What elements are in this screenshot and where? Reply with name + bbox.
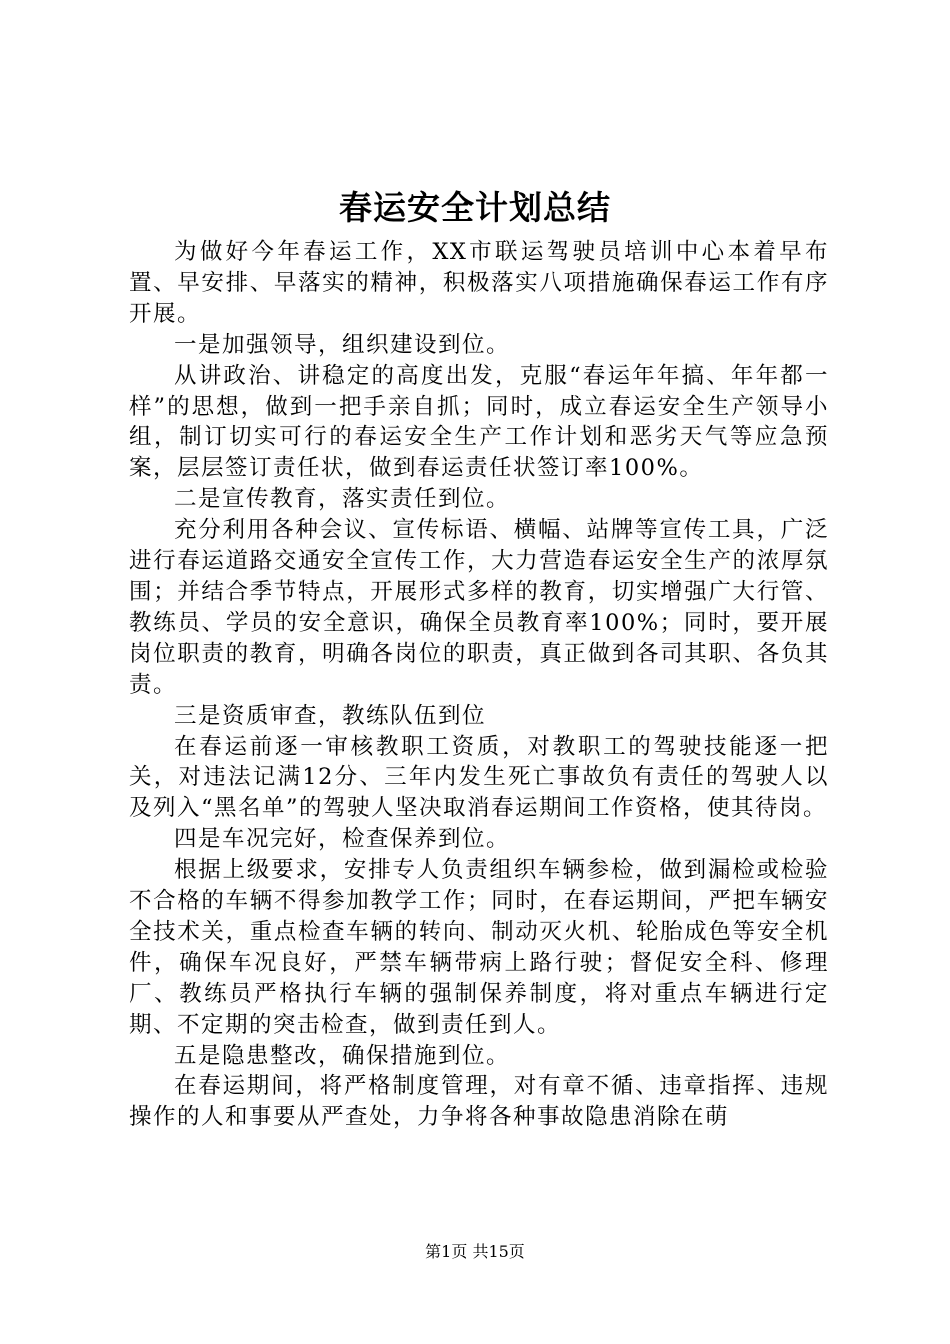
section-heading-1: 一是加强领导，组织建设到位。	[174, 331, 511, 358]
page-number-footer: 第1页 共15页	[425, 1242, 525, 1261]
document-body	[129, 237, 829, 1133]
paragraph-intro: 为做好今年春运工作，XX市联运驾驶员培训中心本着早布置、早安排、早落实的精神，积极落实八项措施确保春运工作有序开展。	[129, 239, 829, 327]
paragraph-2: 充分利用各种会议、宣传标语、横幅、站牌等宣传工具，广泛进行春运道路交通安全宣传工作，大力营造春运安全生产的浓厚氛围；并结合季节特点，开展形式多样的教育，切实增强广大行管、教练员、学员的安全意识，确保全员教育率100%；同时，要开展岗位职责的教育，明确各岗位的职责，真正做到各司其职、各负其责。	[129, 517, 829, 698]
section-heading-3: 三是资质审查，教练队伍到位	[174, 702, 487, 729]
section-heading-4: 四是车况完好，检查保养到位。	[174, 826, 511, 853]
section-heading-5: 五是隐患整改，确保措施到位。	[174, 1042, 511, 1069]
paragraph-5: 在春运期间，将严格制度管理，对有章不循、违章指挥、违规操作的人和事要从严查处，力争将各种事故隐患消除在萌	[129, 1073, 829, 1131]
page-title: 春运安全计划总结	[339, 188, 611, 227]
section-heading-2: 二是宣传教育，落实责任到位。	[174, 486, 511, 513]
paragraph-3: 在春运前逐一审核教职工资质，对教职工的驾驶技能逐一把关，对违法记满12分、三年内发生死亡事故负有责任的驾驶人以及列入“黑名单”的驾驶人坚决取消春运期间工作资格，使其待岗。	[129, 733, 829, 822]
paragraph-1: 从讲政治、讲稳定的高度出发，克服“春运年年搞、年年都一样”的思想，做到一把手亲自抓；同时，成立春运安全生产领导小组，制订切实可行的春运安全生产工作计划和恶劣天气等应急预案，层层签订责任状，做到春运责任状签订率100%。	[129, 362, 829, 482]
paragraph-4: 根据上级要求，安排专人负责组织车辆参检，做到漏检或检验不合格的车辆不得参加教学工作；同时，在春运期间，严把车辆安全技术关，重点检查车辆的转向、制动灭火机、轮胎成色等安全机件，确保车况良好，严禁车辆带病上路行驶；督促安全科、修理厂、教练员严格执行车辆的强制保养制度，将对重点车辆进行定期、不定期的突击检查，做到责任到人。	[129, 857, 829, 1038]
